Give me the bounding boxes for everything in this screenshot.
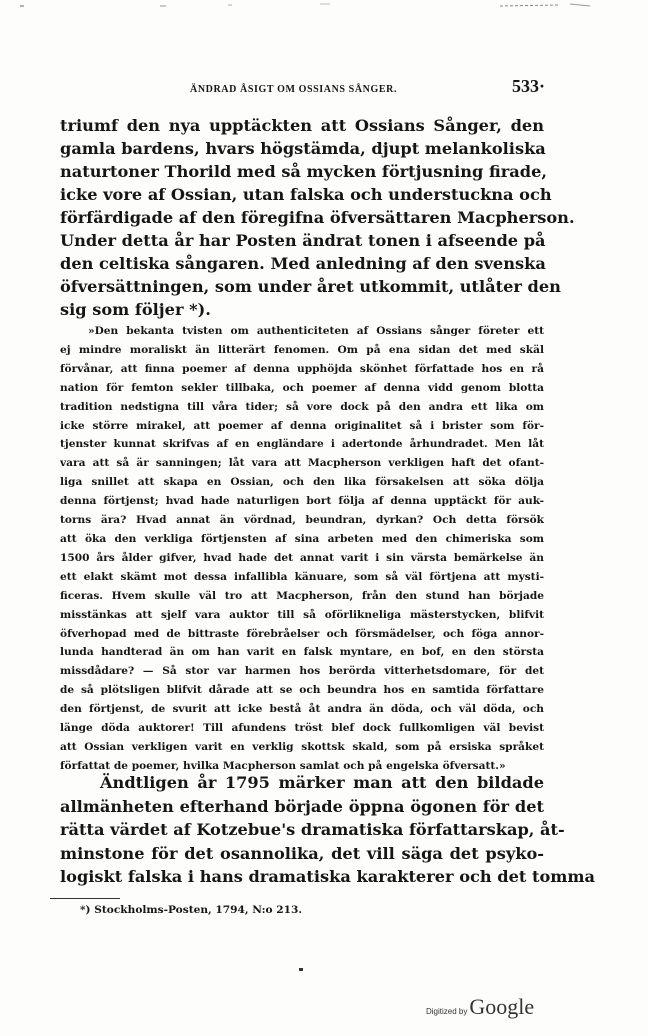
text-line: allmänheten efterhand började öppna ögonen för det	[60, 796, 544, 816]
text-line: öfversättningen, som under året utkommit, utlåter den	[60, 277, 561, 296]
quote-line: »Den bekanta tvisten om authenticiteten af Ossians sånger företer ett	[88, 325, 544, 337]
text-line: sig som följer *).	[60, 300, 211, 319]
running-head: ÄNDRAD ÅSIGT OM OSSIANS SÅNGER.	[190, 84, 398, 95]
quote-line: 1500 års ålder gifver, hvad hade det annat varit i sin värsta bemärkelse än	[60, 551, 544, 564]
text-line: Under detta år har Posten ändrat tonen i afseende på	[60, 231, 546, 250]
second-paragraph	[60, 771, 596, 889]
quote-line: förvånar, att finna poemer af denna upphöjda skönhet författade hos en rå	[60, 362, 544, 375]
block-quotation	[60, 322, 544, 776]
quote-line: länge döda auktorer! Till afundens tröst blef dock fullkomligen väl bevist	[60, 722, 544, 735]
text-line: logiskt falska i hans dramatiska karakterer och det tomma	[60, 867, 596, 886]
ink-speck	[299, 968, 303, 971]
quote-line: nation för femton sekler tillbaka, och poemer af denna vidd genom blotta	[60, 381, 544, 394]
quote-line: ej mindre moraliskt än litterärt fenomen. Om på ena sidan det med skäl	[60, 343, 544, 356]
quote-line: ficeras. Hvem skulle väl tro att Macpherson, från den stund han började	[60, 589, 544, 602]
text-line: icke vore af Ossian, utan falska och understuckna och	[60, 185, 552, 204]
quote-line: lunda handterad än om han varit en falsk myntare, en bof, en den största	[60, 646, 544, 659]
opening-paragraph	[60, 114, 575, 321]
quote-line: de så plötsligen blifvit dårade att se och beundra hos en samtida författare	[60, 684, 544, 697]
quote-line: att Ossian verkligen varit en verklig skottsk skald, som på ersiska språket	[60, 740, 544, 753]
text-line: naturtoner Thorild med så mycken förtjusning firade,	[60, 162, 548, 181]
quote-line: författat de poemer, hvilka Macpherson samlat och på engelska öfversatt.»	[60, 759, 506, 772]
quote-line: denna förtjenst; hvad hade naturligen bort följa af denna upptäckt för auk-	[60, 495, 544, 508]
digitization-watermark	[426, 994, 534, 1020]
quote-line: torns ära? Hvad annat än vördnad, beundran, dyrkan? Och detta försök	[60, 514, 544, 527]
text-line: rätta värdet af Kotzebue's dramatiska författarskap, åt-	[60, 820, 565, 839]
quote-line: liga snillet att skapa en Ossian, och den lika försakelsen att söka dölja	[60, 476, 544, 489]
quote-line: ett elakt skämt mot dessa infallibla känuare, som så väl förtjena att mysti-	[60, 570, 544, 583]
google-logo: Google	[469, 994, 535, 1019]
quote-line: missdådare? — Så stor var harmen hos berörda vitterhetsdomare, för det	[60, 665, 544, 678]
quote-line: att öka den verkliga förtjensten af sina arbeten med den chimeriska som	[60, 532, 544, 545]
quote-line: tjenster kunnat skrifvas af en engländare i adertonde århundradet. Men låt	[60, 438, 544, 451]
watermark-prefix: Digitized by	[426, 1007, 468, 1016]
footnote: *) Stockholms-Posten, 1794, N:o 213.	[80, 904, 303, 916]
quote-line: vara att så är sanningen; låt vara att Macpherson verkligen haft det ofant-	[60, 457, 544, 470]
quote-line: öfverhopad med de bittraste förebråelser och försmädelser, och föga annor-	[60, 627, 544, 640]
text-line: förfärdigade af den föregifna öfversättaren Macpherson.	[60, 208, 575, 227]
text-line: minstone för det osannolika, det vill säga det psyko-	[60, 843, 544, 863]
page-number: 533·	[512, 76, 546, 96]
text-line: gamla bardens, hvars högstämda, djupt melankoliska	[60, 139, 546, 158]
text-line: Ändtligen år 1795 märker man att den bildade	[100, 773, 544, 792]
quote-line: misstänkas att sjelf vara auktor till så oförlikneliga mästerstycken, blifvit	[60, 608, 544, 621]
quote-line: tradition nedstigna till våra tider; så vore dock på den andra ett lika om	[60, 400, 544, 413]
text-line: den celtiska sångaren. Med anledning af den svenska	[60, 254, 546, 273]
quote-line: icke större mirakel, att poemer af denna originalitet så i brister som för-	[60, 419, 544, 432]
text-line: triumf den nya upptäckten att Ossians Sånger, den	[60, 116, 544, 135]
quote-line: den förtjenst, de svurit att icke bestå åt andra än döda, och väl döda, och	[60, 703, 544, 716]
footnote-divider	[50, 898, 120, 899]
scan-edge-artifact	[0, 0, 648, 14]
